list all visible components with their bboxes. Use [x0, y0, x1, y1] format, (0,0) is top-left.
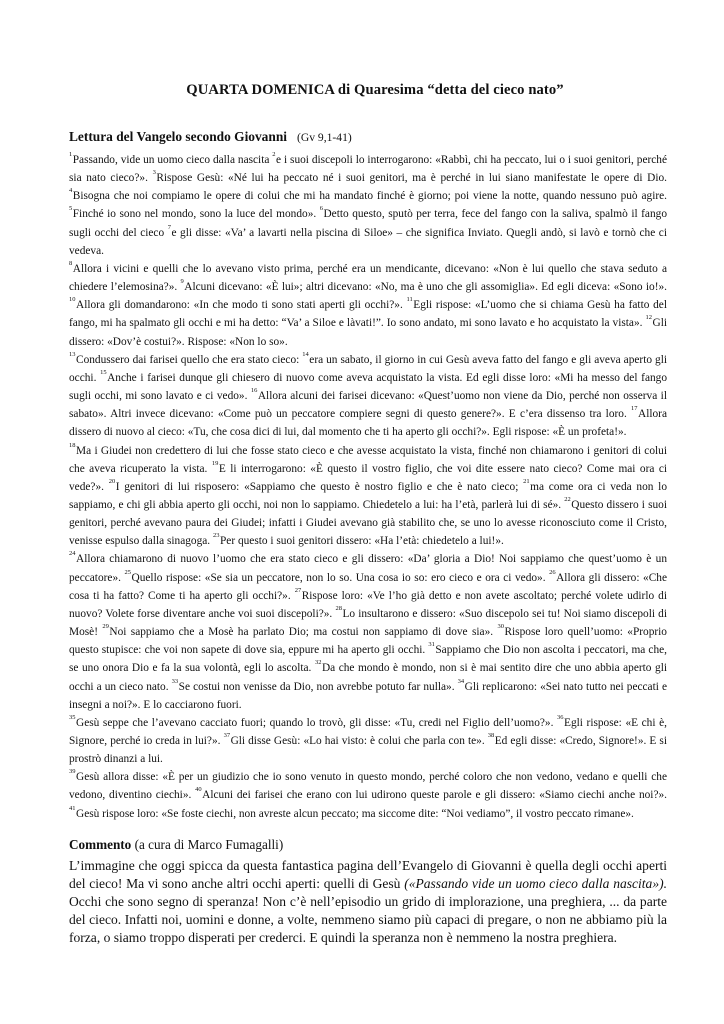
- verse-text: Ma i Giudei non credettero di lui che fosse stato cieco e che avesse acquistato la vista, finché non chiamarono i genitori di colui che aveva ricuperato la vista.: [69, 444, 667, 475]
- verse-text: era un sabato, il giorno in cui Gesù aveva fatto del fango e gli aveva aperto gli occhi.: [69, 353, 668, 384]
- verse-text: I genitori di lui risposero: «Sappiamo che questo è nostro figlio e che è nato cieco;: [115, 480, 524, 493]
- verse-number: 12: [645, 314, 652, 322]
- verse-number: 3: [152, 169, 156, 177]
- verse-text: Allora dissero di nuovo al cieco: «Tu, che cosa dici di lui, dal momento che ti ha aperto gli occhi?». Egli rispose: «È un profeta!».: [69, 408, 667, 439]
- verse-number: 19: [211, 459, 219, 467]
- verse-number: 8: [69, 259, 73, 267]
- verse-text: Gesù rispose loro: «Se foste ciechi, non avreste alcun peccato; ma siccome dite: “Noi vediamo”, il vostro peccato rimane».: [76, 807, 634, 820]
- reading-heading: [69, 129, 667, 145]
- reading-reference: (Gv 9,1-41): [297, 131, 352, 144]
- verse-text: Passando, vide un uomo cieco dalla nascita: [72, 154, 273, 166]
- verse-text: Sappiamo che Dio non ascolta i peccatori, ma che, se uno onora Dio e fa la sua volontà, egli lo ascolta.: [69, 644, 668, 675]
- verse-number: 6: [319, 205, 323, 213]
- verse-text: Allora i vicini e quelli che lo avevano visto prima, perché era un mendicante, dicevano: «Non è lui quello che stava seduto a chiedere l’elemosina?».: [69, 262, 667, 294]
- verse-number: 27: [294, 586, 302, 594]
- verse-number: 30: [497, 623, 504, 631]
- verse-number: 35: [69, 713, 76, 721]
- gospel-paragraph: [69, 260, 667, 351]
- verse-number: 33: [171, 677, 179, 685]
- verse-number: 18: [69, 441, 76, 449]
- verse-number: 32: [314, 659, 322, 667]
- verse-number: 4: [69, 187, 73, 195]
- verse-text: Gli dissero: «Dov’è costui?». Rispose: «Non lo so».: [69, 317, 667, 348]
- verse-text: Ed egli disse: «Credo, Signore!». E si prostrò dinanzi a lui.: [69, 735, 667, 766]
- verse-text: E li interrogarono: «È questo il vostro figlio, che voi dite essere nato cieco? Come mai ora ci vede?».: [69, 462, 668, 493]
- verse-number: 23: [212, 532, 220, 540]
- verse-text: Egli rispose: «L’uomo che si chiama Gesù ha fatto del fango, mi ha spalmato gli occhi e mi ha detto: “Va’ a Siloe e làvati!”. Io sono andato, mi sono lavato e ho acquistato la vista».: [69, 299, 667, 330]
- verse-text: Per questo i suoi genitori dissero: «Ha l’età: chiedetelo a lui!».: [219, 535, 504, 548]
- gospel-paragraph: [69, 550, 667, 713]
- verse-number: 41: [69, 804, 76, 812]
- verse-number: 14: [302, 350, 309, 358]
- verse-text: Quello rispose: «Se sia un peccatore, non lo so. Una cosa io so: ero cieco e ora ci vedo».: [131, 571, 550, 584]
- gospel-text: [69, 151, 667, 823]
- gospel-paragraph: [69, 351, 667, 442]
- verse-text: Gesù allora disse: «È per un giudizio che io sono venuto in questo mondo, perché coloro che non vedono, vedano e quelli che vedono, diventino ciechi».: [69, 771, 667, 802]
- verse-number: 9: [180, 278, 184, 286]
- verse-text: Gesù seppe che l’avevano cacciato fuori; quando lo trovò, gli disse: «Tu, credi nel Figlio dell’uomo?».: [76, 716, 558, 729]
- comment-title: Commento: [69, 836, 132, 852]
- gospel-paragraph: [69, 151, 667, 260]
- verse-text: Egli rispose: «E chi è, Signore, perché io creda in lui?».: [69, 716, 667, 747]
- verse-text: Anche i farisei dunque gli chiesero di nuovo come aveva acquistato la vista. Ed egli disse loro: «Mi ha messo del fango sugli occhi, mi sono lavato e ci vedo».: [69, 371, 667, 403]
- reading-title: Lettura del Vangelo secondo Giovanni: [69, 129, 287, 144]
- verse-number: 29: [102, 623, 109, 631]
- verse-text: Bisogna che noi compiamo le opere di colui che mi ha mandato finché è giorno; poi viene la notte, quando nessuno può agire.: [72, 190, 667, 203]
- verse-text: Gli replicarono: «Sei nato tutto nei peccati e insegni a noi?». E lo cacciarono fuori.: [69, 680, 668, 711]
- verse-number: 22: [564, 495, 571, 503]
- verse-text: Noi sappiamo che a Mosè ha parlato Dio; ma costui non sappiamo di dove sia».: [109, 626, 498, 639]
- verse-number: 10: [69, 296, 76, 304]
- verse-number: 16: [250, 387, 258, 395]
- verse-text: Alcuni dei farisei che erano con lui udirono queste parole e gli dissero: «Siamo ciechi anche noi?».: [202, 789, 667, 802]
- verse-text: ma come ora ci veda non lo sappiamo, e chi gli abbia aperto gli occhi, noi non lo sappiamo. Chiedetelo a lui: ha l’età, parlerà lui di sé».: [69, 480, 667, 511]
- verse-number: 28: [335, 604, 342, 612]
- verse-text: Allora gli dissero: «Che cosa ti ha fatto? Come ti ha aperto gli occhi?».: [69, 571, 667, 602]
- verse-number: 15: [100, 368, 107, 376]
- comment-author: (a cura di Marco Fumagalli): [131, 836, 284, 852]
- verse-number: 37: [223, 732, 231, 739]
- comment-quote: («Passando vide un uomo cieco dalla nascita»).: [404, 875, 667, 891]
- verse-number: 38: [487, 732, 495, 739]
- verse-number: 2: [272, 151, 276, 158]
- verse-number: 17: [631, 405, 638, 413]
- verse-number: 7: [167, 223, 171, 231]
- verse-text: Da che mondo è mondo, non si è mai sentito dire che uno abbia aperto gli occhi a un cieco nato.: [69, 662, 667, 693]
- verse-text: e i suoi discepoli lo interrogarono: «Rabbì, chi ha peccato, lui o i suoi genitori, perché sia nato cieco?».: [69, 154, 668, 185]
- page-title: QUARTA DOMENICA di Quaresima “detta del cieco nato”: [186, 82, 564, 98]
- verse-number: 24: [69, 550, 76, 558]
- comment-heading: [69, 837, 667, 853]
- verse-number: 21: [523, 477, 530, 485]
- verse-number: 13: [69, 350, 76, 358]
- verse-number: 11: [406, 296, 413, 304]
- verse-number: 1: [69, 151, 73, 158]
- verse-number: 39: [69, 768, 76, 776]
- verse-text: Allora chiamarono di nuovo l’uomo che era stato cieco e gli dissero: «Da’ gloria a Dio! Noi sappiamo che quest’uomo è un peccatore».: [69, 553, 667, 584]
- gospel-paragraph: [69, 768, 667, 822]
- verse-text: Se costui non venisse da Dio, non avrebbe potuto far nulla».: [178, 680, 458, 693]
- verse-text: Rispose loro quell’uomo: «Proprio questo stupisce: che voi non sapete di dove sia, eppure mi ha aperto gli occhi.: [69, 626, 667, 657]
- gospel-paragraph: [69, 714, 667, 768]
- gospel-paragraph: [69, 442, 667, 551]
- verse-text: e gli disse: «Va’ a lavarti nella piscina di Siloe» – che significa Inviato. Quegli andò, si lavò e tornò che ci vedeva.: [69, 226, 667, 257]
- verse-text: Gli disse Gesù: «Lo hai visto: è colui che parla con te».: [230, 735, 488, 747]
- verse-text: Allora gli domandarono: «In che modo ti sono stati aperti gli occhi?».: [76, 299, 407, 312]
- verse-number: 5: [69, 205, 73, 213]
- verse-text: Condussero dai farisei quello che era stato cieco:: [76, 353, 303, 366]
- comment-text-intro: L’immagine che oggi spicca da questa fantastica pagina dell’Evangelo di Giovanni è quella degli occhi aperti del cieco! Ma vi sono anche altri occhi aperti: quelli di Gesù: [69, 857, 667, 891]
- verse-text: Detto questo, sputò per terra, fece del fango con la saliva, spalmò il fango sugli occhi del cieco: [69, 208, 667, 239]
- verse-number: 26: [549, 568, 556, 576]
- verse-number: 34: [457, 677, 465, 685]
- verse-text: Lo insultarono e dissero: «Suo discepolo sei tu! Noi siamo discepoli di Mosè!: [69, 607, 667, 639]
- verse-text: Questo dissero i suoi genitori, perché avevano paura dei Giudei; infatti i Giudei avevano già stabilito che, se uno lo avesse riconosciuto come il Cristo, venisse espulso dalla sinagoga.: [69, 498, 667, 548]
- comment-text-rest: Occhi che sono segno di speranza! Non c’è nell’episodio un grido di implorazione, una preghiera, ... da parte del cieco. Infatti noi, uomini e donne, a volte, nemmeno siamo più capaci di pregare, o non ne abbiamo più la forza, o siamo troppo disperati per crederci. E quindi la speranza non è nemmeno la nostra preghiera.: [69, 893, 667, 945]
- verse-number: 36: [557, 713, 564, 721]
- verse-text: Rispose loro: «Ve l’ho già detto e non avete ascoltato; perché volete udirlo di nuovo? Volete forse diventare anche voi suoi discepoli?».: [69, 589, 668, 620]
- verse-text: Rispose Gesù: «Né lui ha peccato né i suoi genitori, ma è perché in lui siano manifestate le opere di Dio.: [156, 172, 667, 185]
- verse-number: 40: [195, 786, 202, 794]
- verse-number: 25: [124, 568, 132, 576]
- verse-text: Allora alcuni dei farisei dicevano: «Quest’uomo non viene da Dio, perché non osserva il sabato». Altri invece dicevano: «Come può un peccatore compiere segni di questo genere?». E c’era dissenso tra loro.: [69, 390, 667, 421]
- verse-number: 20: [108, 477, 116, 485]
- verse-text: Finché io sono nel mondo, sono la luce del mondo».: [72, 208, 320, 221]
- verse-text: Alcuni dicevano: «È lui»; altri dicevano: «No, ma è uno che gli assomiglia». Ed egli diceva: «Sono io!».: [184, 281, 667, 294]
- comment-text: [69, 857, 667, 947]
- verse-number: 31: [428, 641, 435, 649]
